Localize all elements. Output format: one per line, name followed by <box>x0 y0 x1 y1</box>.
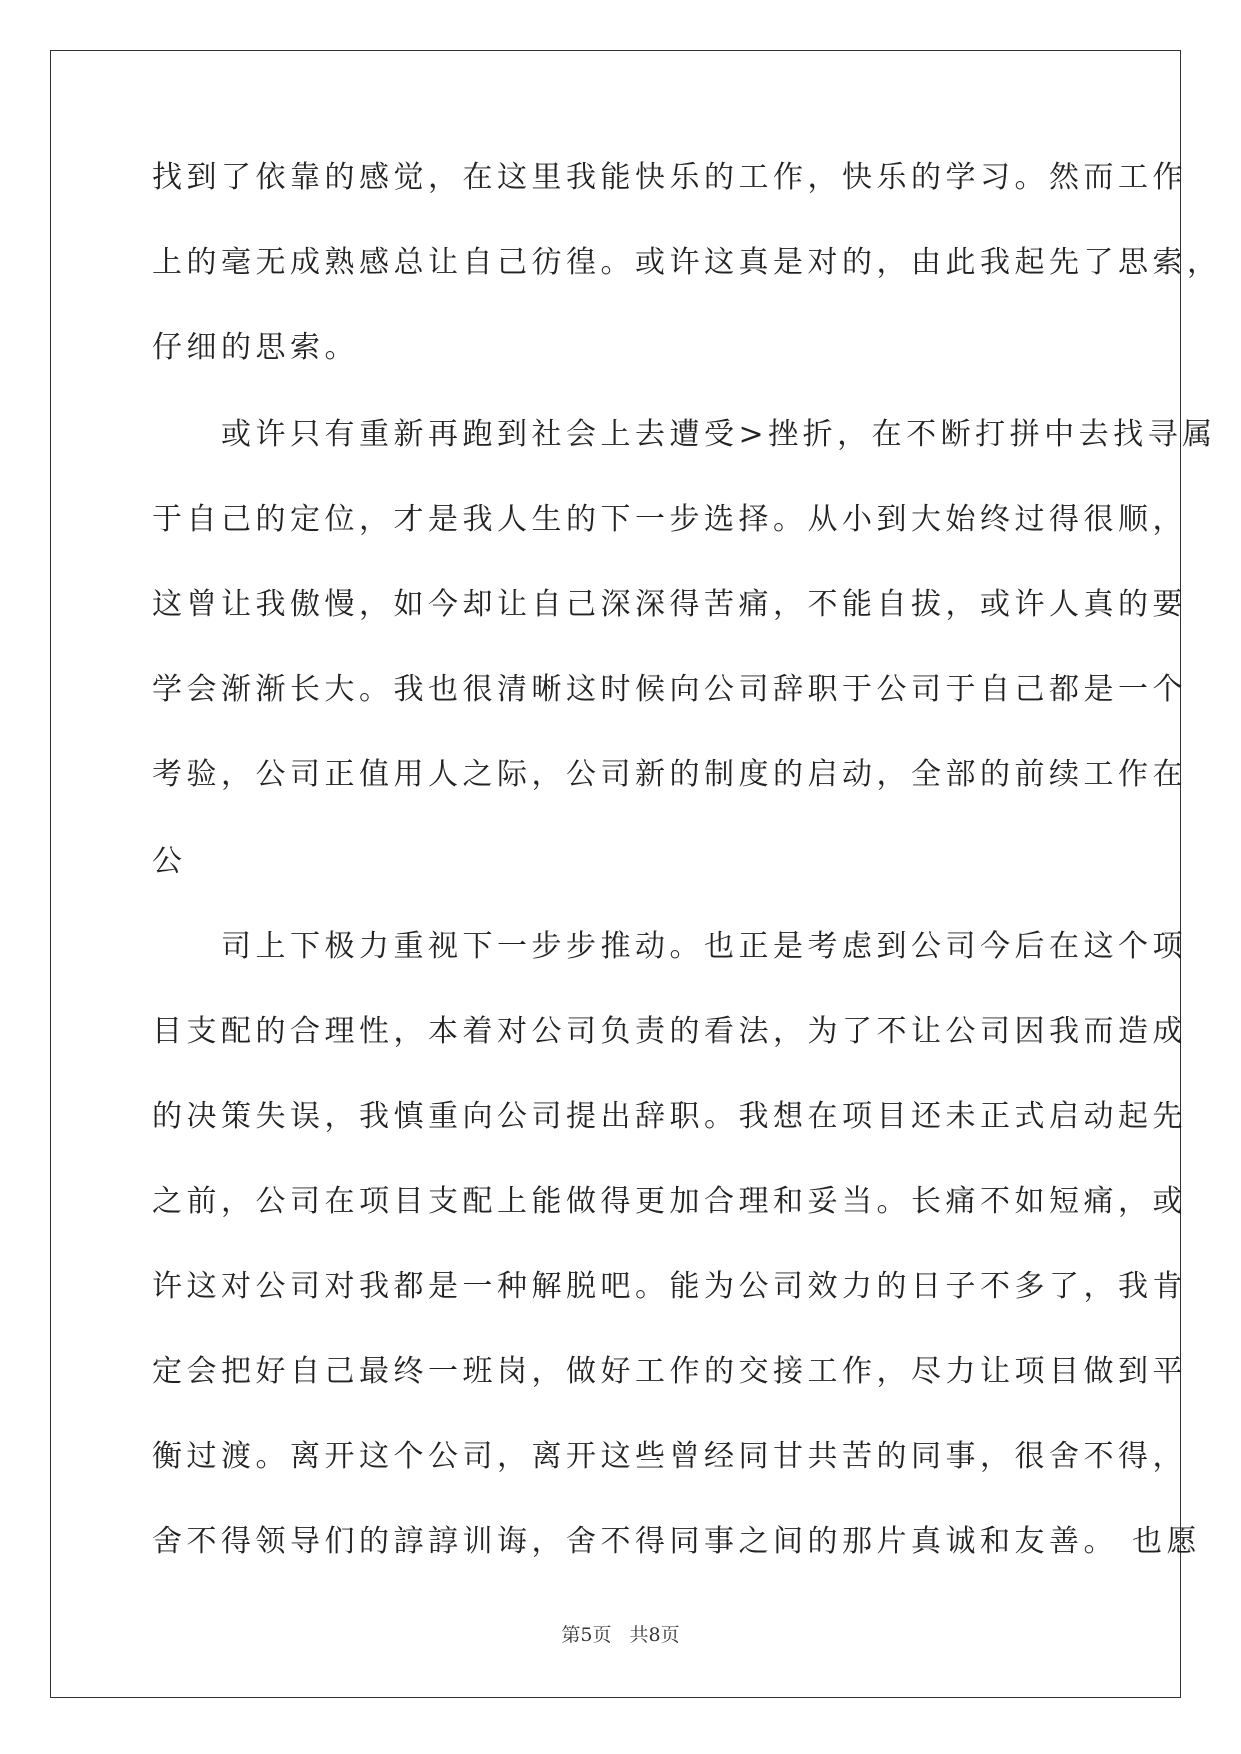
text-line: 许这对公司对我都是一种解脱吧。能为公司效力的日子不多了，我肯 <box>152 1269 1187 1304</box>
text-line: 衡过渡。离开这个公司，离开这些曾经同甘共苦的同事，很舍不得， <box>152 1439 1187 1474</box>
page-number: 第5页 <box>561 1624 612 1646</box>
text-line: 之前，公司在项目支配上能做得更加合理和妥当。长痛不如短痛，或 <box>152 1184 1187 1219</box>
text-line: 定会把好自己最终一班岗，做好工作的交接工作，尽力让项目做到平 <box>152 1354 1187 1389</box>
text-line: 的决策失误，我慎重向公司提出辞职。我想在项目还未正式启动起先 <box>152 1099 1187 1134</box>
text-line: 公 <box>152 844 187 879</box>
text-line: 目支配的合理性，本着对公司负责的看法，为了不让公司因我而造成 <box>152 1014 1187 1049</box>
text-line: 这曾让我傲慢，如今却让自己深深得苦痛，不能自拔，或许人真的要 <box>152 587 1187 622</box>
text-line: 找到了依靠的感觉，在这里我能快乐的工作，快乐的学习。然而工作 <box>152 160 1187 195</box>
text-line: 舍不得领导们的諄諄训诲，舍不得同事之间的那片真诚和友善。 也愿 <box>152 1524 1202 1559</box>
total-pages: 共8页 <box>629 1624 680 1646</box>
text-line: 司上下极力重视下一步步推动。也正是考虑到公司今后在这个项 <box>152 929 1187 964</box>
text-line: 上的毫无成熟感总让自己彷徨。或许这真是对的，由此我起先了思索， <box>152 245 1222 280</box>
text-line: 考验，公司正值用人之际，公司新的制度的启动，全部的前续工作在 <box>152 757 1187 792</box>
text-line: 仔细的思索。 <box>152 330 359 365</box>
text-line: 或许只有重新再跑到社会上去遭受>挫折，在不断打拼中去找寻属 <box>152 417 1217 452</box>
text-line: 学会渐渐长大。我也很清晰这时候向公司辞职于公司于自己都是一个 <box>152 672 1187 707</box>
text-line: 于自己的定位，才是我人生的下一步选择。从小到大始终过得很顺， <box>152 502 1187 537</box>
page-footer <box>0 1620 1241 1647</box>
